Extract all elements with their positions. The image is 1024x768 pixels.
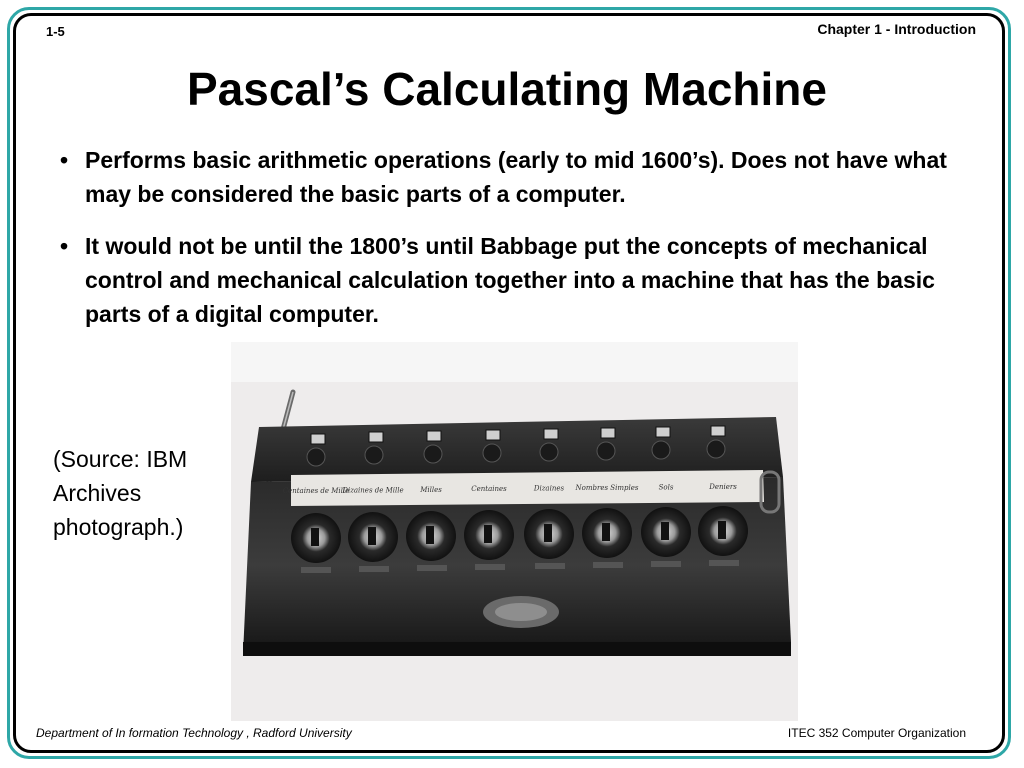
footer-department: Department of In formation Technology , Radford University	[36, 726, 352, 740]
bullet-item	[60, 229, 960, 331]
bullet-dot: •	[60, 147, 69, 173]
dial-label: Dizaines	[533, 484, 565, 493]
bullet-list	[60, 143, 960, 349]
chapter-header: Chapter 1 - Introduction	[817, 21, 976, 37]
pascal-machine-photo	[231, 342, 798, 721]
dial-label: Sols	[658, 483, 674, 492]
bullet-item	[60, 143, 960, 211]
pascal-machine-illustration	[231, 342, 798, 721]
dial-label: Centaines	[471, 485, 507, 494]
dial-label: Nombres Simples	[575, 484, 639, 492]
slide-title: Pascal’s Calculating Machine	[187, 63, 827, 115]
bullet-text: Performs basic arithmetic operations (early to mid 1600’s). Does not have what may be considered the basic parts of a computer.	[85, 147, 947, 207]
dial-label: Dizaines de Mille	[342, 486, 404, 495]
footer-course: ITEC 352 Computer Organization	[787, 726, 966, 740]
bullet-dot: •	[60, 233, 69, 259]
bullet-text: It would not be until the 1800’s until Babbage put the concepts of mechanical control and mechanical calculation together into a machine that has the basic parts of a digital computer.	[85, 233, 935, 327]
dial-label: Milles	[420, 485, 442, 494]
image-caption: (Source: IBM Archives photograph.)	[53, 446, 188, 540]
dial-label: Deniers	[709, 482, 737, 491]
dial-label: Centaines de Mille	[282, 487, 350, 495]
slide-number: 1-5	[46, 24, 65, 39]
